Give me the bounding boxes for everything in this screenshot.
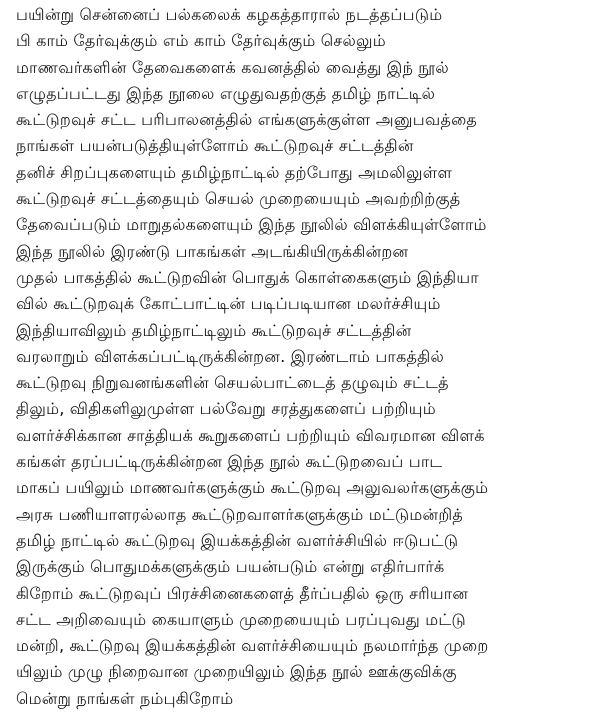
text-line: வரலாறும் விளக்கப்பட்டிருக்கின்றன. இரண்டாம் பாகத்தில் xyxy=(16,346,444,366)
text-line: தேவைப்படும் மாறுதல்களையும் இந்த நூலில் விளக்கியுள்ளோம் xyxy=(16,215,487,235)
text-line: வில் கூட்டுறவுக் கோட்பாட்டின் படிப்படியான மலர்ச்சியும் xyxy=(16,294,441,314)
text-line: பி காம் தேர்வுக்கும் எம் காம் தேர்வுக்கும் செல்லும் xyxy=(16,31,386,51)
text-line: சட்ட அறிவையும் கையாளும் முறையையும் பரப்புவது மட்டு xyxy=(16,609,466,629)
text-line: இருக்கும் பொதுமக்களுக்கும் பயன்படும் என்று எதிர்பார்க் xyxy=(16,557,445,577)
text-line: எழுதப்பட்டது இந்த நூலை எழுதுவதற்குத் தமிழ் நாட்டில் xyxy=(16,83,436,103)
text-line: கங்கள் தரப்பட்டிருக்கின்றன இந்த நூல் கூட்டுறவைப் பாட xyxy=(16,452,443,472)
text-line: யிலும் முழு நிறைவான முறையிலும் இந்த நூல் ஊக்குவிக்கு xyxy=(16,662,457,682)
text-line: மென்று நாங்கள் நம்புகிறோம் xyxy=(16,688,234,708)
text-line: மன்றி, கூட்டுறவு இயக்கத்தின் வளர்ச்சியையும் நலமார்ந்த முறை xyxy=(16,636,489,656)
text-line: மாகப் பயிலும் மாணவர்களுக்கும் கூட்டுறவு அலுவலர்களுக்கும் xyxy=(16,478,489,498)
text-line: கூட்டுறவு நிறுவனங்களின் செயல்பாட்டைத் தழுவும் சட்டத் xyxy=(16,373,449,393)
text-line: தமிழ் நாட்டில் கூட்டுறவு இயக்கத்தின் வளர்ச்சியில் ஈடுபட்டு xyxy=(16,530,459,550)
text-line: கூட்டுறவுச் சட்டத்தையும் செயல் முறையையும் அவற்றிற்குத் xyxy=(16,189,461,209)
text-line: நாங்கள் பயன்படுத்தியுள்ளோம் கூட்டுறவுச் சட்டத்தின் xyxy=(16,136,414,156)
text-line: கூட்டுறவுச் சட்ட பரிபாலனத்தில் எங்களுக்குள்ள அனுபவத்தை xyxy=(16,110,478,130)
text-line: கிறோம் கூட்டுறவுப் பிரச்சினைகளைத் தீர்ப்பதில் ஒரு சரியான xyxy=(16,583,469,603)
text-line: திலும், விதிகளிலுமுள்ள பல்வேறு சரத்துகளைப் பற்றியும் xyxy=(16,399,436,419)
text-line: மாணவர்களின் தேவைகளைக் கவனத்தில் வைத்து இந் நூல் xyxy=(16,57,449,77)
text-line: அரசு பணியாளரல்லாத கூட்டுறவாளர்களுக்கும் மட்டுமன்றித் xyxy=(16,504,464,524)
text-line: முதல் பாகத்தில் கூட்டுறவின் பொதுக் கொள்கைகளும் இந்தியா xyxy=(16,267,479,287)
text-line: தனிச் சிறப்புகளையும் தமிழ்நாட்டில் தற்போது அமலிலுள்ள xyxy=(16,162,453,182)
text-line: இந்த நூலில் இரண்டு பாகங்கள் அடங்கியிருக்கின்றன xyxy=(16,241,409,261)
text-line: இந்தியாவிலும் தமிழ்நாட்டிலும் கூட்டுறவுச் சட்டத்தின் xyxy=(16,320,412,340)
text-line: வளர்ச்சிக்கான சாத்தியக் கூறுகளைப் பற்றியும் விவரமான விளக் xyxy=(16,425,485,445)
text-line: பயின்று சென்னைப் பல்கலைக் கழகத்தாரால் நடத்தப்படும் xyxy=(16,5,443,24)
